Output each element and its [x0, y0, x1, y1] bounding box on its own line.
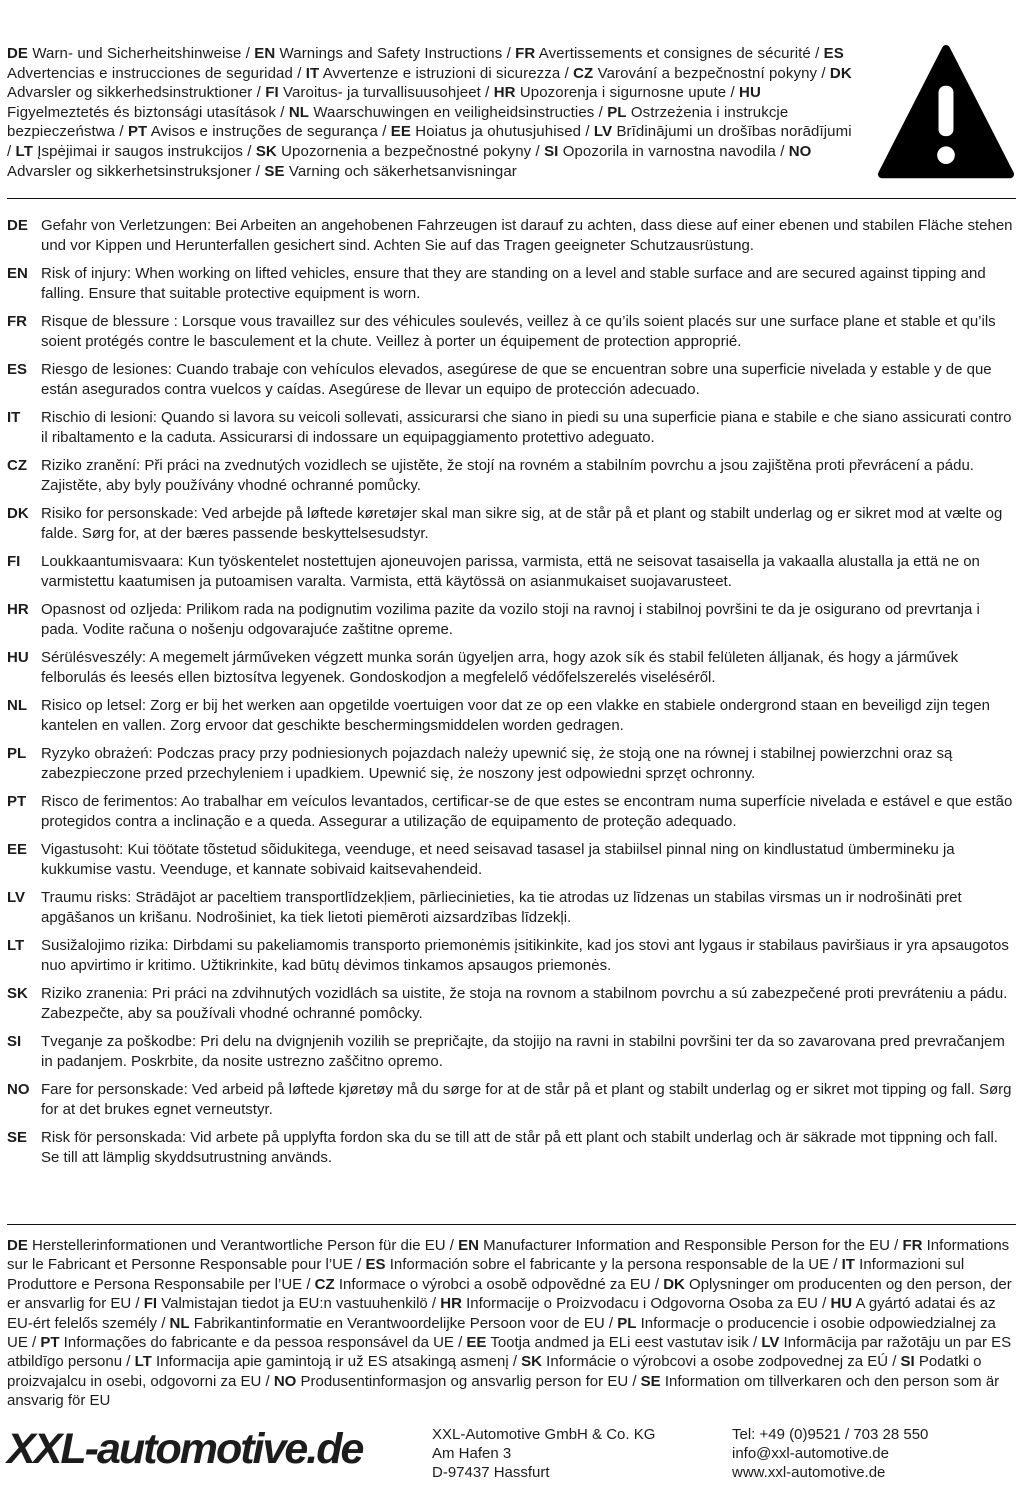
warning-text: Sérülésveszély: A megemelt járműveken végzett munka során ügyeljen arra, hogy azok sík és stabil felületen álljanak, és hogy a járművek felborulás és leesés ellen biztosítva legyenek. Gondoskodjon a megfelelő védőfelszerelés viseléséről.	[41, 649, 959, 686]
language-code: FR	[7, 313, 27, 330]
warning-row	[7, 1032, 1016, 1072]
warning-row	[7, 600, 1016, 640]
language-code: HR	[440, 1295, 462, 1313]
language-code: EE	[390, 123, 411, 141]
language-code: PT	[40, 1334, 60, 1352]
warning-text: Risco de ferimentos: Ao trabalhar em veículos levantados, certificar-se de que estes se encontram numa superfície nivelada e estável e que estão protegidos contra a inclinação e a queda. Assegurar a utilização de equipamento de proteção adequado.	[41, 793, 1013, 830]
language-code: NO	[788, 142, 812, 160]
language-code: PL	[607, 103, 627, 121]
language-code: PL	[7, 745, 27, 762]
company-address	[432, 1423, 732, 1482]
language-code: HU	[7, 649, 29, 666]
language-code: EN	[254, 45, 276, 62]
language-code: FI	[265, 84, 279, 102]
language-code: DK	[7, 505, 29, 522]
warning-row	[7, 936, 1016, 976]
warning-text: Ryzyko obrażeń: Podczas pracy przy podniesionych pojazdach należy upewnić się, że stoją one na równej i stabilnej powierzchni oraz są zabezpieczone przed przechyleniem i upadkiem. Upewnić się, że noszony jest odpowiedni sprzęt ochronny.	[41, 745, 953, 782]
warning-text: Tveganje za poškodbe: Pri delu na dvignjenih vozilih se prepričajte, da stojijo na ravni in stabilni površini ter da so zavarovana pred prevračanjem in padanjem. Poskrbite, da nosite ustrezno zaščitno opremo.	[41, 1033, 1005, 1070]
language-code: EE	[7, 841, 28, 858]
language-code: IT	[841, 1256, 855, 1274]
language-code: SE	[7, 1129, 28, 1146]
language-code: SI	[900, 1353, 915, 1371]
language-code: DE	[7, 45, 29, 62]
language-code: NO	[273, 1372, 297, 1390]
language-code: NL	[288, 103, 310, 121]
warning-text: Riziko zranenia: Pri práci na zdvihnutých vozidlách sa uistite, že stoja na rovnom a stabilnom povrchu a sú zabezpečené proti prevráteniu a pádu. Zabezpečte, aby sa používali vhodné ochranné pomôcky.	[41, 985, 1008, 1022]
language-code: CZ	[573, 64, 594, 82]
company-logo: XXL-automotive.de	[7, 1424, 363, 1473]
language-code: LV	[761, 1334, 780, 1352]
language-code: HR	[493, 84, 516, 102]
language-code: DK	[829, 64, 852, 82]
warning-text: Riziko zranění: Při práci na zvednutých vozidlech se ujistěte, že stojí na rovném a stabilním povrchu a jsou zajištěna proti převrácení a pádu. Zajistěte, aby byly používány vhodné ochranné pomůcky.	[41, 457, 974, 494]
language-code: CZ	[7, 457, 27, 474]
email-address: info@xxl-automotive.de	[732, 1444, 889, 1462]
language-code: ES	[823, 45, 844, 62]
warning-row	[7, 648, 1016, 688]
warning-text: Fare for personskade: Ved arbeid på løftede kjøretøy må du sørge for at de står på et plant og stabilt underlag og er sikret mot tipping og fall. Sørg for at det brukes egnet verneutstyr.	[41, 1081, 1012, 1118]
manufacturer-info: DE Herstellerinformationen und Verantwortliche Person für die EU / EN Manufacturer Information and Responsible Person for the EU / FR Informations sur le Fabricant et Personne Responsable pour l’UE / ES Información sobre el fabricante y la persona responsable de la UE / IT Informazioni sul Produttore e Persona Responsabile per l’UE / CZ Informace o výrobci a osobě odpovědné za EU / DK Oplysninger om producenten og den person, der er ansvarlig for EU / FI Valmistajan tiedot ja EU:n vastuuhenkilö / HR Informacije o Proizvodacu i Odgovorna Osoba za EU / HU A gyártó adatai és az EU-ért felelős személy / NL Fabrikantinformatie en Verantwoordelijke Persoon voor de EU / PL Informacje o producencie i osobie odpowiedzialnej za UE / PT Informações do fabricante e da pessoa responsável da UE / EE Tootja andmed ja ELi eest vastutav isik / LV Informācija par ražotāju un par ES atbildīgo personu / LT Informacija apie gamintoją ir už ES atsakingą asmenį / SK Informácie o výrobcovi a osobe zodpovednej za EÚ / SI Podatki o proizvajalcu in osebi, odgovorni za EU / NO Produsentinformasjon og ansvarlig person for EU / SE Information om tillverkaren och den person som är ansvarig för EU	[7, 1237, 1012, 1410]
language-code: SK	[7, 985, 28, 1002]
language-code: DE	[7, 1237, 28, 1254]
warning-row	[7, 840, 1016, 880]
language-code: FI	[143, 1295, 158, 1313]
footer	[7, 1423, 1016, 1482]
header-title: DE Warn- und Sicherheitshinweise / EN Warnings and Safety Instructions / FR Avertissements et consignes de sécurité / ES Advertencias e instrucciones de seguridad / IT Avvertenze e istruzioni di sicurezza / CZ Varování a bezpečnostní pokyny / DK Advarsler og sikkerhedsinstruktioner / FI Varoitus- ja turvallisuusohjeet / HR Upozorenja i sigurnosne upute / HU Figyelmeztetés és biztonsági utasítások / NL Waarschuwingen en veiligheidsinstructies / PL Ostrzeżenia i instrukcje bezpieczeństwa / PT Avisos e instruções de segurança / EE Hoiatus ja ohutusjuhised / LV Brīdinājumi un drošības norādījumi / LT Įspėjimai ir saugos instrukcijos / SK Upozornenia a bezpečnostné pokyny / SI Opozorila in varnostna navodila / NO Advarsler og sikkerhetsinstruksjoner / SE Varning och säkerhetsanvisningar	[7, 45, 852, 180]
language-code: EN	[7, 265, 28, 282]
phone-number: Tel: +49 (0)9521 / 703 28 550	[732, 1425, 929, 1443]
language-code: HR	[7, 601, 29, 618]
company-contact	[732, 1423, 1016, 1482]
warning-row	[7, 984, 1016, 1024]
language-code: FR	[515, 45, 536, 62]
language-code: FR	[902, 1237, 923, 1254]
language-code: SK	[255, 142, 277, 160]
warning-row	[7, 744, 1016, 784]
warning-text: Risque de blessure : Lorsque vous travaillez sur des véhicules soulevés, veillez à ce qu’ils soient placés sur une surface plane et stable et qu’ils soient protégés contre le basculement et la chute. Veillez à porter un équipement de protection approprié.	[41, 313, 996, 350]
warning-row	[7, 408, 1016, 448]
language-code: EE	[466, 1334, 487, 1352]
language-code: HU	[830, 1295, 853, 1313]
language-code: SK	[521, 1353, 543, 1371]
language-code: PT	[127, 123, 148, 141]
warning-text: Risico op letsel: Zorg er bij het werken aan opgetilde voertuigen voor dat ze op een vlakke en stabiele ondergrond staan en beveiligd zijn tegen kantelen en vallen. Zorg ervoor dat geschikte beschermingsmiddelen worden gedragen.	[41, 697, 990, 734]
language-code: IT	[7, 409, 21, 426]
warning-row	[7, 792, 1016, 832]
language-code: LT	[15, 142, 33, 160]
warning-text: Rischio di lesioni: Quando si lavora su veicoli sollevati, assicurarsi che siano in piedi su una superficie piana e stabile e che siano assicurati contro il ribaltamento e la caduta. Assicurarsi di indossare un equipaggiamento protettivo adeguato.	[41, 409, 1012, 446]
warning-row	[7, 552, 1016, 592]
warning-text: Risk för personskada: Vid arbete på upplyfta fordon ska du se till att de står på ett plant och stabilt underlag och är säkrade mot tippning och fall. Se till att lämplig skyddsutrustning används.	[41, 1129, 998, 1166]
warning-row	[7, 1080, 1016, 1120]
warning-text: Susižalojimo rizika: Dirbdami su pakeliamomis transporto priemonėmis įsitikinkite, kad jos stovi ant lygaus ir stabilaus paviršiaus ir yra apsaugotos nuo apvirtimo ir kritimo. Užtikrinkite, kad būtų dėvimos tinkamos apsaugos priemonės.	[41, 937, 1009, 974]
warning-text: Loukkaantumisvaara: Kun työskentelet nostettujen ajoneuvojen parissa, varmista, että ne seisovat tasaisella ja vakaalla alustalla ja että ne on varmistettu kaatumisen ja putoamisen varalta. Varmista, että käytössä on asianmukaiset suojavarusteet.	[41, 553, 980, 590]
warning-row	[7, 216, 1016, 256]
language-code: LT	[7, 937, 25, 954]
warning-row	[7, 360, 1016, 400]
language-code: NO	[7, 1081, 30, 1098]
language-code: FI	[7, 553, 21, 570]
language-code: CZ	[314, 1275, 335, 1293]
warning-row	[7, 456, 1016, 496]
language-code: PL	[617, 1314, 637, 1332]
header-section	[7, 44, 1016, 182]
company-street: Am Hafen 3	[432, 1444, 512, 1462]
warnings-list	[7, 216, 1016, 1168]
language-code: ES	[365, 1256, 386, 1274]
warning-text: Gefahr von Verletzungen: Bei Arbeiten an angehobenen Fahrzeugen ist darauf zu achten, dass diese auf einer ebenen und stabilen Fläche stehen und vor Kippen und Herunterfallen gesichert sind. Achten Sie auf das Tragen geeigneter Schutzausrüstung.	[41, 217, 1013, 254]
warning-text: Traumu risks: Strādājot ar paceltiem transportlīdzekļiem, pārliecinieties, ka tie atrodas uz līdzenas un stabilas virsmas un ir nodrošināti pret apgāšanos un krišanu. Nodrošiniet, ka tiek lietoti piemēroti aizsardzības līdzekļi.	[41, 889, 962, 926]
warning-text: Risk of injury: When working on lifted vehicles, ensure that they are standing on a level and stable surface and are secured against tipping and falling. Ensure that suitable protective equipment is worn.	[41, 265, 986, 302]
warning-row	[7, 1128, 1016, 1168]
language-code: IT	[305, 64, 320, 82]
warning-row	[7, 696, 1016, 736]
language-code: DE	[7, 217, 28, 234]
divider-top	[7, 198, 1016, 199]
company-city: D-97437 Hassfurt	[432, 1463, 550, 1481]
warning-row	[7, 888, 1016, 928]
language-code: NL	[7, 697, 27, 714]
language-code: ES	[7, 361, 28, 378]
language-code: EN	[458, 1237, 479, 1254]
warning-row	[7, 264, 1016, 304]
language-code: DK	[663, 1275, 685, 1293]
company-name: XXL-Automotive GmbH & Co. KG	[432, 1425, 656, 1443]
language-code: LV	[7, 889, 26, 906]
language-code: SE	[640, 1372, 661, 1390]
language-code: NL	[169, 1314, 190, 1332]
language-code: LT	[134, 1353, 152, 1371]
language-code: SI	[7, 1033, 22, 1050]
warning-text: Riesgo de lesiones: Cuando trabaje con vehículos elevados, asegúrese de que se encuentran sobre una superficie nivelada y estable y de que están asegurados contra vuelcos y caídas. Asegúrese de llevar un equipo de protección adecuado.	[41, 361, 992, 398]
language-code: LV	[593, 123, 613, 141]
warning-text: Risiko for personskade: Ved arbejde på løftede køretøjer skal man sikre sig, at de står på et plant og stabilt underlag og er sikret mod at vælte og falde. Sørg for, at der bæres passende beskyttelsesudstyr.	[41, 505, 1003, 542]
divider-bottom	[7, 1224, 1016, 1225]
warning-row	[7, 312, 1016, 352]
language-code: SE	[264, 162, 285, 180]
warning-text: Opasnost od ozljeda: Prilikom rada na podignutim vozilima pazite da vozilo stoji na ravnoj i stabilnoj površini te da je osigurano od prevrtanja i pada. Vodite računa o nošenju odgovarajuće zaštitne opreme.	[41, 601, 980, 638]
warning-row	[7, 504, 1016, 544]
website-url: www.xxl-automotive.de	[732, 1463, 886, 1481]
warning-triangle-icon	[876, 44, 1016, 182]
language-code: HU	[739, 84, 761, 102]
language-code: SI	[544, 142, 559, 160]
language-code: PT	[7, 793, 27, 810]
warning-text: Vigastusoht: Kui töötate tõstetud sõidukitega, veenduge, et need seisavad tasasel ja stabiilsel pinnal ning on kindlustatud ümbermineku ja kukkumise vastu. Veenduge, et kannate sobivaid kaitsevahendeid.	[41, 841, 955, 878]
